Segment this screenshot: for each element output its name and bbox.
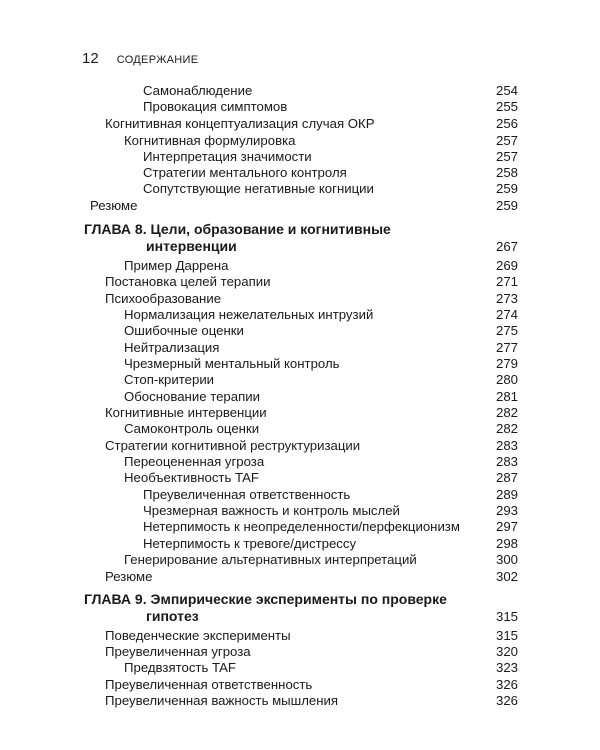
toc-entry-page: 257 [495, 149, 518, 164]
toc-entry-page: 326 [495, 693, 518, 708]
toc-entry-title: Чрезмерная важность и контроль мыслей [143, 503, 400, 518]
toc-entry-page: 280 [495, 372, 518, 387]
toc-entry [124, 470, 518, 486]
toc-entry [105, 291, 518, 307]
toc-entry [105, 438, 518, 454]
toc-entry [124, 340, 518, 356]
toc-entry [124, 323, 518, 339]
toc-entry-page: 255 [495, 99, 518, 114]
chapter-title-continued: интервенции [146, 238, 237, 254]
toc-entry-title: Резюме [90, 198, 138, 213]
toc-entry-page: 300 [495, 552, 518, 567]
toc-entry [124, 552, 518, 568]
toc-entry-page: 320 [495, 644, 518, 659]
toc-entry-page: 281 [495, 389, 518, 404]
toc-entry-title: Преувеличенная важность мышления [105, 693, 339, 708]
toc-entry-title: Сопутствующие негативные когниции [143, 181, 374, 196]
toc-entry-title: Когнитивная концептуализация случая ОКР [105, 116, 375, 131]
toc-entry-title: Преувеличенная ответственность [143, 487, 351, 502]
toc-entry-page: 293 [495, 503, 518, 518]
toc-entry-title: Когнитивная формулировка [124, 133, 296, 148]
toc-entry [124, 660, 518, 676]
toc-entry-page: 275 [495, 323, 518, 338]
chapter-title: ГЛАВА 9. Эмпирические эксперименты по проверке [84, 591, 447, 607]
toc-entry-title: Генерирование альтернативных интерпретаций [124, 552, 417, 567]
toc-entry-title: Провокация симптомов [143, 99, 288, 114]
toc-entry-title: Пример Даррена [124, 258, 229, 273]
toc-entry-page: 326 [495, 677, 518, 692]
toc-entry-title: Самоконтроль оценки [124, 421, 260, 436]
page-number: 12 [82, 50, 99, 67]
toc-entry-page: 259 [495, 181, 518, 196]
toc-entry [143, 487, 518, 503]
toc-entry-title: Постановка целей терапии [105, 274, 271, 289]
toc-entry-title: Стоп-критерии [124, 372, 215, 387]
toc-entry [143, 165, 518, 181]
toc-entry-page: 254 [495, 83, 518, 98]
toc-entry-page: 257 [495, 133, 518, 148]
toc-entry-title: Поведенческие эксперименты [105, 628, 291, 643]
toc-entry-title: Стратегии ментального контроля [143, 165, 347, 180]
toc-entry [143, 99, 518, 115]
toc-entry-page: 289 [495, 487, 518, 502]
toc-entry [143, 519, 518, 535]
toc-entry-page: 302 [495, 569, 518, 584]
toc-entry-title: Психообразование [105, 291, 222, 306]
toc-entry-title: Стратегии когнитивной реструктуризации [105, 438, 361, 453]
toc-entry [90, 198, 518, 214]
toc-entry-page: 323 [495, 660, 518, 675]
toc-entry-title: Нормализация нежелательных интрузий [124, 307, 374, 322]
toc-entry [124, 133, 518, 149]
toc-entry [105, 569, 518, 585]
toc-entry [124, 454, 518, 470]
toc-entry [143, 149, 518, 165]
toc-entry [124, 307, 518, 323]
toc-entry [143, 503, 518, 519]
toc-entry-page: 269 [495, 258, 518, 273]
toc-entry-page: 256 [495, 116, 518, 131]
toc-entry [105, 677, 518, 693]
toc-entry [143, 181, 518, 197]
toc-entry-page: 282 [495, 421, 518, 436]
chapter-heading [84, 591, 518, 625]
chapter-page: 315 [495, 609, 518, 624]
running-head [82, 50, 198, 70]
chapter-heading [84, 221, 518, 255]
toc-entry [105, 274, 518, 290]
toc-entry-title: Преувеличенная ответственность [105, 677, 313, 692]
toc-entry-page: 258 [495, 165, 518, 180]
toc-entry-page: 279 [495, 356, 518, 371]
toc-entry-title: Интерпретация значимости [143, 149, 312, 164]
toc-entry-title: Преувеличенная угроза [105, 644, 251, 659]
toc-entry-page: 283 [495, 438, 518, 453]
toc-entry-page: 283 [495, 454, 518, 469]
toc-entry-page: 282 [495, 405, 518, 420]
toc-entry-page: 259 [495, 198, 518, 213]
toc-entry-title: Нейтрализация [124, 340, 220, 355]
toc-entry-title: Необъективность TAF [124, 470, 259, 485]
toc-entry [105, 693, 518, 709]
toc-entry [124, 356, 518, 372]
chapter-title: ГЛАВА 8. Цели, образование и когнитивные [84, 221, 391, 237]
toc-entry-title: Нетерпимость к неопределенности/перфекционизм [143, 519, 460, 534]
toc-entry-title: Нетерпимость к тревоге/дистрессу [143, 536, 357, 551]
toc-entry [105, 405, 518, 421]
toc-entry [105, 644, 518, 660]
toc-entry [124, 421, 518, 437]
toc-entry-title: Предвзятость TAF [124, 660, 236, 675]
toc-entry-title: Чрезмерный ментальный контроль [124, 356, 340, 371]
toc-entry-title: Ошибочные оценки [124, 323, 244, 338]
toc-entry [105, 116, 518, 132]
chapter-page: 267 [495, 239, 518, 254]
toc-entry-page: 271 [495, 274, 518, 289]
toc-entry [124, 389, 518, 405]
toc-entry-page: 298 [495, 536, 518, 551]
toc-entry-page: 277 [495, 340, 518, 355]
toc-entry-title: Самонаблюдение [143, 83, 253, 98]
chapter-title-continued: гипотез [146, 608, 199, 624]
toc-entry-title: Переоцененная угроза [124, 454, 265, 469]
toc-entry-title: Когнитивные интервенции [105, 405, 267, 420]
toc-entry [143, 536, 518, 552]
toc-entry-page: 315 [495, 628, 518, 643]
toc-entry-page: 274 [495, 307, 518, 322]
toc-entry [143, 83, 518, 99]
toc-entry [124, 372, 518, 388]
toc-entry [105, 628, 518, 644]
toc-entry-title: Обоснование терапии [124, 389, 260, 404]
toc-entry [124, 258, 518, 274]
toc-entry-page: 273 [495, 291, 518, 306]
section-name: СОДЕРЖАНИЕ [116, 54, 199, 66]
toc-entry-title: Резюме [105, 569, 153, 584]
toc-entry-page: 287 [495, 470, 518, 485]
toc-entry-page: 297 [495, 519, 518, 534]
